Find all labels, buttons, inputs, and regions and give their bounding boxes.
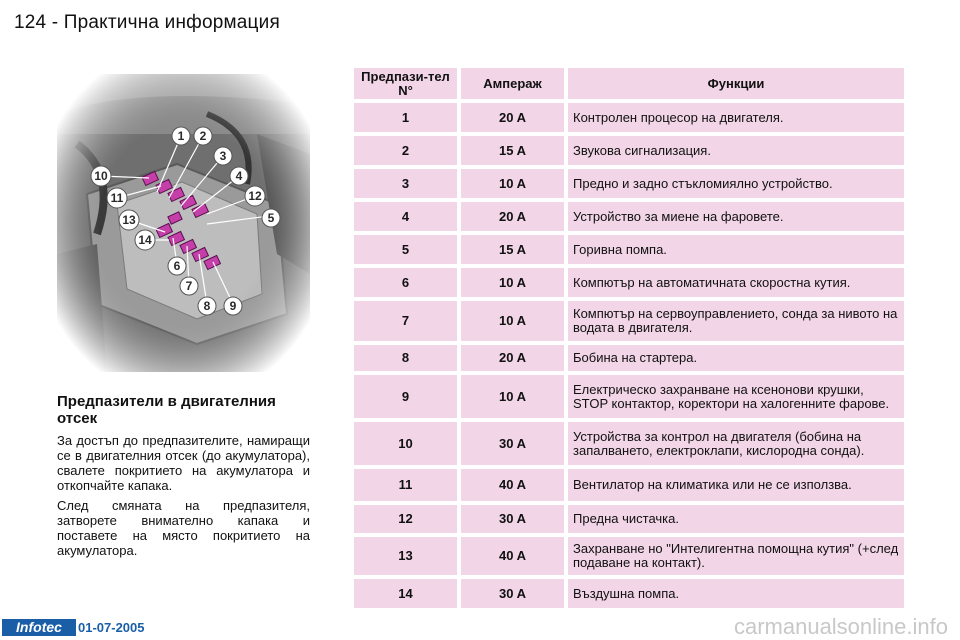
callout-14: [135, 230, 155, 250]
section-title: Предпазители в двигателния отсек: [57, 393, 276, 427]
header-amperage: Ампераж: [457, 68, 564, 99]
callout-3: [214, 147, 232, 165]
svg-text:3: 3: [219, 149, 227, 163]
fuse-number: 1: [354, 103, 457, 132]
callout-6: [168, 257, 186, 275]
fuse-function: Предна чистачка.: [564, 505, 904, 533]
fuse-amperage: 10 A: [457, 375, 564, 418]
callout-9: [224, 297, 242, 315]
callout-10: [91, 166, 111, 186]
fuse-number: 5: [354, 235, 457, 264]
fuse-number: 8: [354, 345, 457, 371]
header-functions: Функции: [564, 68, 904, 99]
fuse-number: 9: [354, 375, 457, 418]
fuse-function: Вентилатор на климатика или не се използва.: [564, 469, 904, 501]
table-row: [354, 469, 904, 501]
fuse-number: 10: [354, 422, 457, 465]
infotec-logo: Infotec: [2, 619, 76, 636]
fuse-number: 14: [354, 579, 457, 608]
callout-11: [107, 188, 127, 208]
table-row: [354, 235, 904, 264]
table-row: [354, 301, 904, 341]
fuse-function: Устройства за контрол на двигателя (бобина на запалването, електроклапи, кислородна сонда).: [564, 422, 904, 465]
paragraph-access: За достъп до предпазителите, намиращи се в двигателния отсек (до акумулатора), свалете покритието на акумулатора и откопчайте капака.: [57, 433, 310, 493]
fuse-function: Бобина на стартера.: [564, 345, 904, 371]
fuse-function: Компютър на автоматичната скоростна кутия.: [564, 268, 904, 297]
callout-12: [245, 186, 265, 206]
svg-text:10: 10: [94, 169, 108, 183]
callout-5: [262, 209, 280, 227]
table-row: [354, 103, 904, 132]
fuse-amperage: 10 A: [457, 301, 564, 341]
fuse-amperage: 30 A: [457, 579, 564, 608]
fuse-amperage: 40 A: [457, 537, 564, 575]
table-row: [354, 345, 904, 371]
fuse-number: 13: [354, 537, 457, 575]
svg-text:2: 2: [199, 129, 207, 143]
callout-13: [119, 210, 139, 230]
fuse-function: Контролен процесор на двигателя.: [564, 103, 904, 132]
svg-text:8: 8: [203, 299, 211, 313]
callout-2: [194, 127, 212, 145]
fuse-number: 7: [354, 301, 457, 341]
fuse-number: 6: [354, 268, 457, 297]
table-row: [354, 169, 904, 198]
fuse-number: 12: [354, 505, 457, 533]
callout-8: [198, 297, 216, 315]
table-row: [354, 537, 904, 575]
svg-text:9: 9: [229, 299, 237, 313]
fuse-amperage: 20 A: [457, 103, 564, 132]
fuse-amperage: 15 A: [457, 136, 564, 165]
fuse-function: Въздушна помпа.: [564, 579, 904, 608]
fuse-function: Предно и задно стъкломиялно устройство.: [564, 169, 904, 198]
paragraph-replace: След смяната на предпазителя, затворете внимателно капака и поставете на място покритието на акумулатора.: [57, 498, 310, 558]
fuse-amperage: 30 A: [457, 505, 564, 533]
svg-text:6: 6: [173, 259, 181, 273]
engine-fusebox-photo: [57, 74, 310, 372]
fuse-number: 2: [354, 136, 457, 165]
svg-text:14: 14: [138, 233, 152, 247]
table-header-row: [354, 68, 904, 99]
table-row: [354, 422, 904, 465]
publication-date: 01-07-2005: [78, 620, 145, 635]
fuse-amperage: 20 A: [457, 202, 564, 231]
svg-text:5: 5: [267, 211, 275, 225]
fuse-amperage: 30 A: [457, 422, 564, 465]
callout-1: [172, 127, 190, 145]
callout-7: [180, 277, 198, 295]
fuse-function: Устройство за миене на фаровете.: [564, 202, 904, 231]
fuse-amperage: 10 A: [457, 268, 564, 297]
fuse-amperage: 40 A: [457, 469, 564, 501]
header-fuse-number: Предпази-тел N°: [354, 68, 457, 99]
svg-text:7: 7: [185, 279, 193, 293]
table-row: [354, 579, 904, 608]
fuse-table: [354, 64, 904, 612]
svg-text:13: 13: [122, 213, 136, 227]
fuse-function: Електрическо захранване на ксенонови крушки, STOP контактор, коректори на халогенните фарове.: [564, 375, 904, 418]
svg-text:4: 4: [235, 169, 243, 183]
svg-text:11: 11: [110, 191, 124, 205]
fuse-function: Захранване но "Интелигентна помощна кутия" (+след подаване на контакт).: [564, 537, 904, 575]
site-watermark: carmanualsonline.info: [733, 614, 948, 639]
table-row: [354, 505, 904, 533]
section-body: [57, 433, 310, 563]
fuse-function: Горивна помпа.: [564, 235, 904, 264]
table-row: [354, 268, 904, 297]
fuse-function: Компютър на сервоуправлението, сонда за нивото на водата в двигателя.: [564, 301, 904, 341]
fuse-number: 3: [354, 169, 457, 198]
svg-text:1: 1: [177, 129, 185, 143]
table-row: [354, 136, 904, 165]
fuse-number: 11: [354, 469, 457, 501]
page-title: 124 - Практична информация: [14, 12, 280, 33]
table-row: [354, 375, 904, 418]
fuse-function: Звукова сигнализация.: [564, 136, 904, 165]
callout-4: [230, 167, 248, 185]
table-row: [354, 202, 904, 231]
fuse-number: 4: [354, 202, 457, 231]
fuse-amperage: 15 A: [457, 235, 564, 264]
fuse-amperage: 20 A: [457, 345, 564, 371]
fuse-amperage: 10 A: [457, 169, 564, 198]
svg-text:12: 12: [248, 189, 262, 203]
